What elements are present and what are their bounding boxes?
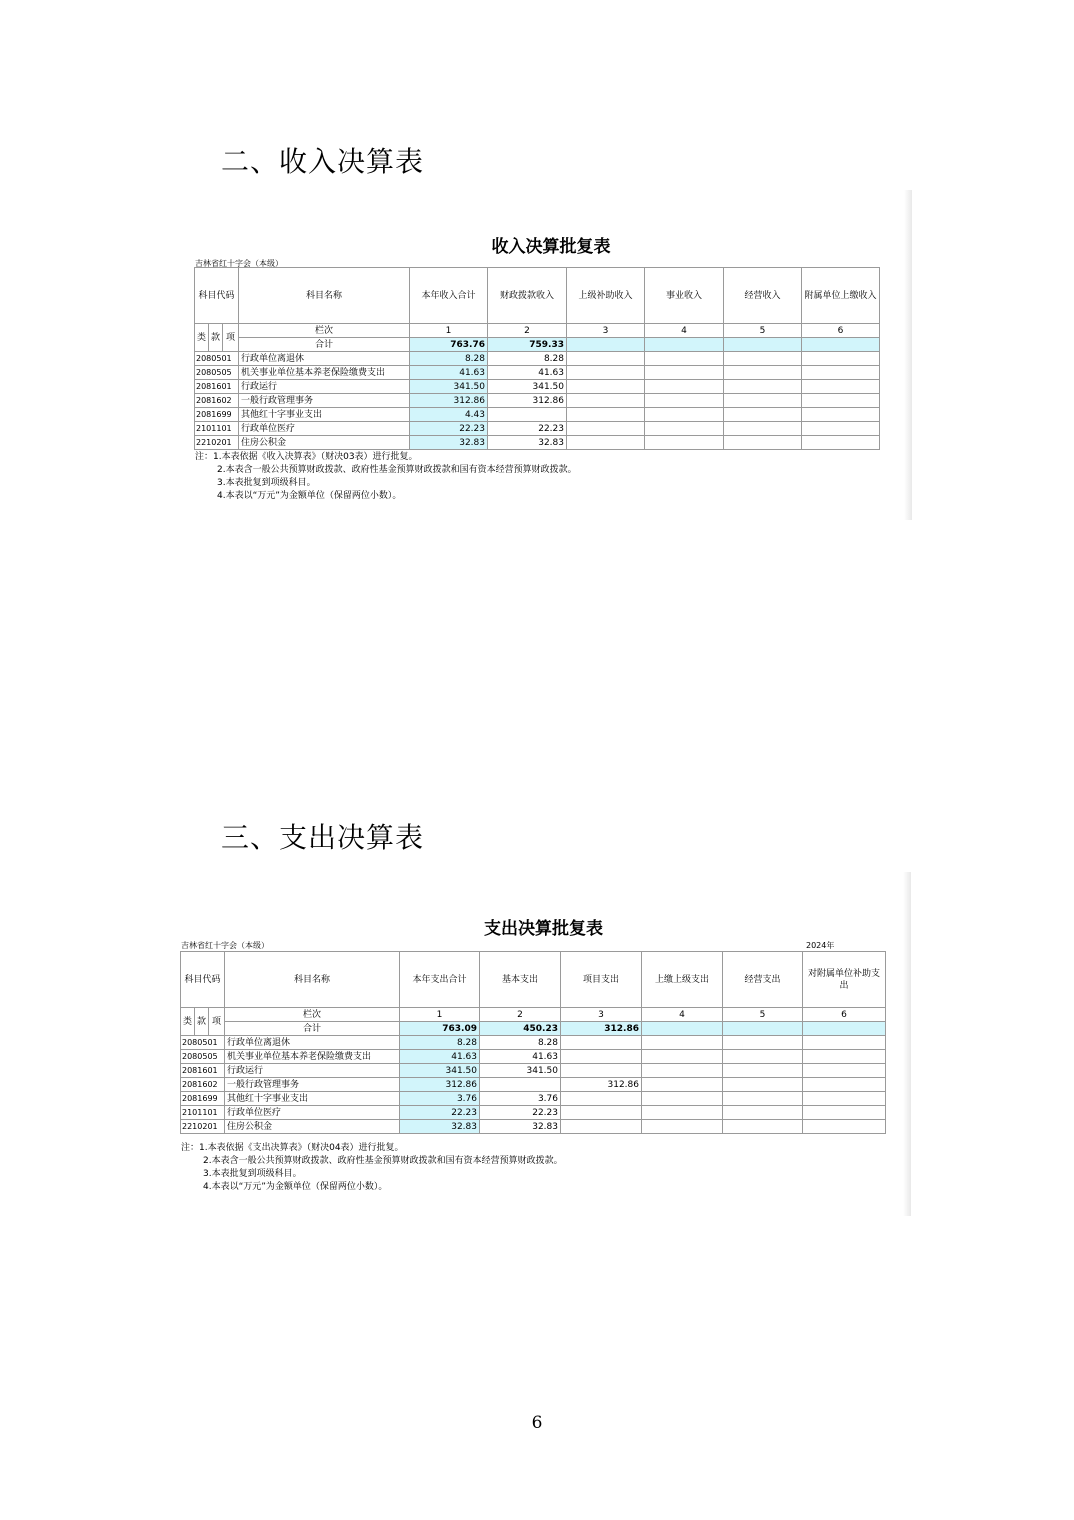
income-table-body (195, 268, 880, 450)
amount-cell (642, 1050, 723, 1064)
amount-cell (724, 436, 802, 450)
amount-cell (802, 366, 880, 380)
note-line: 4.本表以“万元”为金额单位（保留两位小数）。 (217, 491, 402, 501)
header-row (195, 268, 880, 324)
header-col-2: 财政拨款收入 (488, 268, 567, 324)
amount-cell (803, 1064, 886, 1078)
amount-cell (723, 1092, 803, 1106)
sub-header-kuan: 款 (195, 1008, 209, 1036)
amount-cell: 22.23 (410, 422, 488, 436)
amount-cell (803, 1036, 886, 1050)
total-row (195, 338, 880, 352)
amount-cell (723, 1078, 803, 1092)
amount-cell (802, 352, 880, 366)
column-index-1: 1 (410, 324, 488, 338)
amount-cell: 341.50 (480, 1064, 561, 1078)
amount-cell (645, 352, 724, 366)
note-line: 2.本表含一般公共预算财政拨款、政府性基金预算财政拨款和国有资本经营预算财政拨款。 (203, 1156, 563, 1166)
subject-code: 2081602 (195, 394, 239, 408)
expense-notes (181, 1142, 563, 1194)
column-index-row (181, 1008, 886, 1022)
amount-cell: 8.28 (480, 1036, 561, 1050)
subject-code: 2081699 (181, 1092, 225, 1106)
total-value (645, 338, 724, 352)
amount-cell (645, 380, 724, 394)
header-name: 科目名称 (239, 268, 410, 324)
amount-cell: 32.83 (400, 1120, 480, 1134)
column-index-label: 栏次 (239, 324, 410, 338)
amount-cell (645, 436, 724, 450)
amount-cell: 22.23 (488, 422, 567, 436)
amount-cell (803, 1106, 886, 1120)
note-line: 4.本表以“万元”为金额单位（保留两位小数）。 (203, 1182, 388, 1192)
amount-cell: 312.86 (561, 1078, 642, 1092)
amount-cell: 8.28 (410, 352, 488, 366)
total-value: 759.33 (488, 338, 567, 352)
amount-cell (724, 366, 802, 380)
amount-cell: 41.63 (400, 1050, 480, 1064)
note-line: 2.本表含一般公共预算财政拨款、政府性基金预算财政拨款和国有资本经营预算财政拨款。 (217, 465, 577, 475)
section-heading-expense: 三、支出决算表 (221, 821, 425, 854)
table-row (195, 352, 880, 366)
subject-code: 2101101 (181, 1106, 225, 1120)
amount-cell (802, 380, 880, 394)
amount-cell (567, 394, 645, 408)
amount-cell (642, 1078, 723, 1092)
amount-cell (561, 1036, 642, 1050)
amount-cell: 41.63 (410, 366, 488, 380)
subject-name: 住房公积金 (225, 1120, 400, 1134)
amount-cell: 341.50 (400, 1064, 480, 1078)
total-value (803, 1022, 886, 1036)
amount-cell (645, 408, 724, 422)
expense-unit-label: 吉林省红十字会（本级） (181, 941, 269, 950)
note-line: 3.本表批复到项级科目。 (203, 1169, 302, 1179)
amount-cell: 22.23 (400, 1106, 480, 1120)
amount-cell (567, 436, 645, 450)
header-code: 科目代码 (181, 952, 225, 1008)
amount-cell (567, 366, 645, 380)
column-index-6: 6 (802, 324, 880, 338)
expense-table-title: 支出决算批复表 (484, 919, 603, 939)
header-col-6: 附属单位上缴收入 (802, 268, 880, 324)
amount-cell (567, 352, 645, 366)
column-index-2: 2 (480, 1008, 561, 1022)
subject-name: 一般行政管理事务 (239, 394, 410, 408)
header-col-3: 项目支出 (561, 952, 642, 1008)
note-line: 注：1.本表依据《支出决算表》（财决04表）进行批复。 (181, 1143, 404, 1153)
amount-cell: 312.86 (400, 1078, 480, 1092)
table-row (195, 422, 880, 436)
table-row (195, 366, 880, 380)
subject-code: 2080501 (181, 1036, 225, 1050)
header-name: 科目名称 (225, 952, 400, 1008)
subject-name: 行政单位离退休 (225, 1036, 400, 1050)
amount-cell: 4.43 (410, 408, 488, 422)
amount-cell (803, 1092, 886, 1106)
total-value: 763.76 (410, 338, 488, 352)
table-row (195, 380, 880, 394)
header-col-4: 事业收入 (645, 268, 724, 324)
header-code: 科目代码 (195, 268, 239, 324)
amount-cell (645, 422, 724, 436)
amount-cell (723, 1036, 803, 1050)
header-col-6: 对附属单位补助支出 (803, 952, 886, 1008)
table-row (195, 394, 880, 408)
subject-name: 行政单位离退休 (239, 352, 410, 366)
note-line: 注：1.本表依据《收入决算表》（财决03表）进行批复。 (195, 452, 418, 462)
expense-year-label: 2024年 (806, 941, 835, 950)
amount-cell: 341.50 (488, 380, 567, 394)
amount-cell (802, 408, 880, 422)
subject-code: 2101101 (195, 422, 239, 436)
expense-table-body (181, 952, 886, 1134)
total-value (642, 1022, 723, 1036)
total-value (723, 1022, 803, 1036)
section-heading-income: 二、收入决算表 (221, 145, 425, 178)
subject-name: 住房公积金 (239, 436, 410, 450)
page-number: 6 (531, 1413, 543, 1433)
table-row (181, 1078, 886, 1092)
subject-name: 行政运行 (225, 1064, 400, 1078)
table-row (181, 1036, 886, 1050)
column-index-6: 6 (803, 1008, 886, 1022)
column-index-3: 3 (561, 1008, 642, 1022)
amount-cell: 22.23 (480, 1106, 561, 1120)
sub-header-kuan: 款 (209, 324, 223, 352)
column-index-4: 4 (642, 1008, 723, 1022)
table-row (181, 1092, 886, 1106)
subject-code: 2080505 (181, 1050, 225, 1064)
subject-code: 2080501 (195, 352, 239, 366)
column-index-4: 4 (645, 324, 724, 338)
table-row (181, 1120, 886, 1134)
column-index-5: 5 (724, 324, 802, 338)
amount-cell (802, 436, 880, 450)
amount-cell (803, 1078, 886, 1092)
sub-header-lei: 类 (195, 324, 209, 352)
column-index-row (195, 324, 880, 338)
header-col-1: 本年支出合计 (400, 952, 480, 1008)
amount-cell: 3.76 (480, 1092, 561, 1106)
amount-cell (803, 1050, 886, 1064)
amount-cell (561, 1050, 642, 1064)
total-value (724, 338, 802, 352)
subject-code: 2080505 (195, 366, 239, 380)
amount-cell (723, 1106, 803, 1120)
amount-cell: 341.50 (410, 380, 488, 394)
header-col-5: 经营支出 (723, 952, 803, 1008)
subject-code: 2210201 (181, 1120, 225, 1134)
amount-cell (724, 380, 802, 394)
amount-cell (723, 1120, 803, 1134)
amount-cell (724, 408, 802, 422)
amount-cell (480, 1078, 561, 1092)
amount-cell: 41.63 (488, 366, 567, 380)
subject-name: 机关事业单位基本养老保险缴费支出 (239, 366, 410, 380)
amount-cell (645, 394, 724, 408)
amount-cell: 3.76 (400, 1092, 480, 1106)
header-col-1: 本年收入合计 (410, 268, 488, 324)
column-index-5: 5 (723, 1008, 803, 1022)
table-row (195, 408, 880, 422)
amount-cell (645, 366, 724, 380)
income-notes (195, 451, 577, 503)
total-row (181, 1022, 886, 1036)
subject-name: 其他红十字事业支出 (239, 408, 410, 422)
table-row (195, 436, 880, 450)
sub-header-lei: 类 (181, 1008, 195, 1036)
amount-cell (724, 422, 802, 436)
amount-cell (802, 422, 880, 436)
subject-name: 一般行政管理事务 (225, 1078, 400, 1092)
column-index-1: 1 (400, 1008, 480, 1022)
column-index-3: 3 (567, 324, 645, 338)
header-row (181, 952, 886, 1008)
subject-name: 其他红十字事业支出 (225, 1092, 400, 1106)
subject-name: 行政单位医疗 (225, 1106, 400, 1120)
amount-cell (642, 1064, 723, 1078)
table-row (181, 1050, 886, 1064)
amount-cell (723, 1064, 803, 1078)
total-value: 312.86 (561, 1022, 642, 1036)
column-index-label: 栏次 (225, 1008, 400, 1022)
amount-cell: 32.83 (480, 1120, 561, 1134)
amount-cell: 312.86 (488, 394, 567, 408)
amount-cell (802, 394, 880, 408)
amount-cell (642, 1092, 723, 1106)
amount-cell (803, 1120, 886, 1134)
subject-code: 2210201 (195, 436, 239, 450)
sub-header-xiang: 项 (223, 324, 239, 352)
header-col-2: 基本支出 (480, 952, 561, 1008)
total-label: 合计 (225, 1022, 400, 1036)
amount-cell (561, 1064, 642, 1078)
subject-code: 2081699 (195, 408, 239, 422)
subject-code: 2081601 (195, 380, 239, 394)
amount-cell: 8.28 (488, 352, 567, 366)
subject-name: 行政单位医疗 (239, 422, 410, 436)
amount-cell (567, 422, 645, 436)
amount-cell (561, 1092, 642, 1106)
amount-cell (642, 1120, 723, 1134)
total-value (567, 338, 645, 352)
note-line: 3.本表批复到项级科目。 (217, 478, 316, 488)
amount-cell (561, 1120, 642, 1134)
amount-cell: 8.28 (400, 1036, 480, 1050)
column-index-2: 2 (488, 324, 567, 338)
table-row (181, 1064, 886, 1078)
sub-header-xiang: 项 (209, 1008, 225, 1036)
amount-cell (488, 408, 567, 422)
subject-code: 2081602 (181, 1078, 225, 1092)
income-approval-scan (190, 190, 912, 520)
header-col-5: 经营收入 (724, 268, 802, 324)
amount-cell (724, 352, 802, 366)
income-unit-label: 吉林省红十字会（本级） (195, 259, 283, 268)
subject-name: 行政运行 (239, 380, 410, 394)
amount-cell (561, 1106, 642, 1120)
amount-cell (724, 394, 802, 408)
amount-cell: 312.86 (410, 394, 488, 408)
subject-name: 机关事业单位基本养老保险缴费支出 (225, 1050, 400, 1064)
income-table-title: 收入决算批复表 (491, 237, 611, 257)
total-value: 763.09 (400, 1022, 480, 1036)
subject-code: 2081601 (181, 1064, 225, 1078)
amount-cell (642, 1106, 723, 1120)
amount-cell (642, 1036, 723, 1050)
table-row (181, 1106, 886, 1120)
amount-cell (567, 380, 645, 394)
expense-table (180, 951, 886, 1134)
total-value: 450.23 (480, 1022, 561, 1036)
expense-approval-scan (176, 872, 911, 1216)
amount-cell: 32.83 (410, 436, 488, 450)
total-label: 合计 (239, 338, 410, 352)
total-value (802, 338, 880, 352)
header-col-3: 上级补助收入 (567, 268, 645, 324)
amount-cell (567, 408, 645, 422)
amount-cell: 32.83 (488, 436, 567, 450)
income-table (194, 267, 880, 450)
amount-cell: 41.63 (480, 1050, 561, 1064)
header-col-4: 上缴上级支出 (642, 952, 723, 1008)
amount-cell (723, 1050, 803, 1064)
